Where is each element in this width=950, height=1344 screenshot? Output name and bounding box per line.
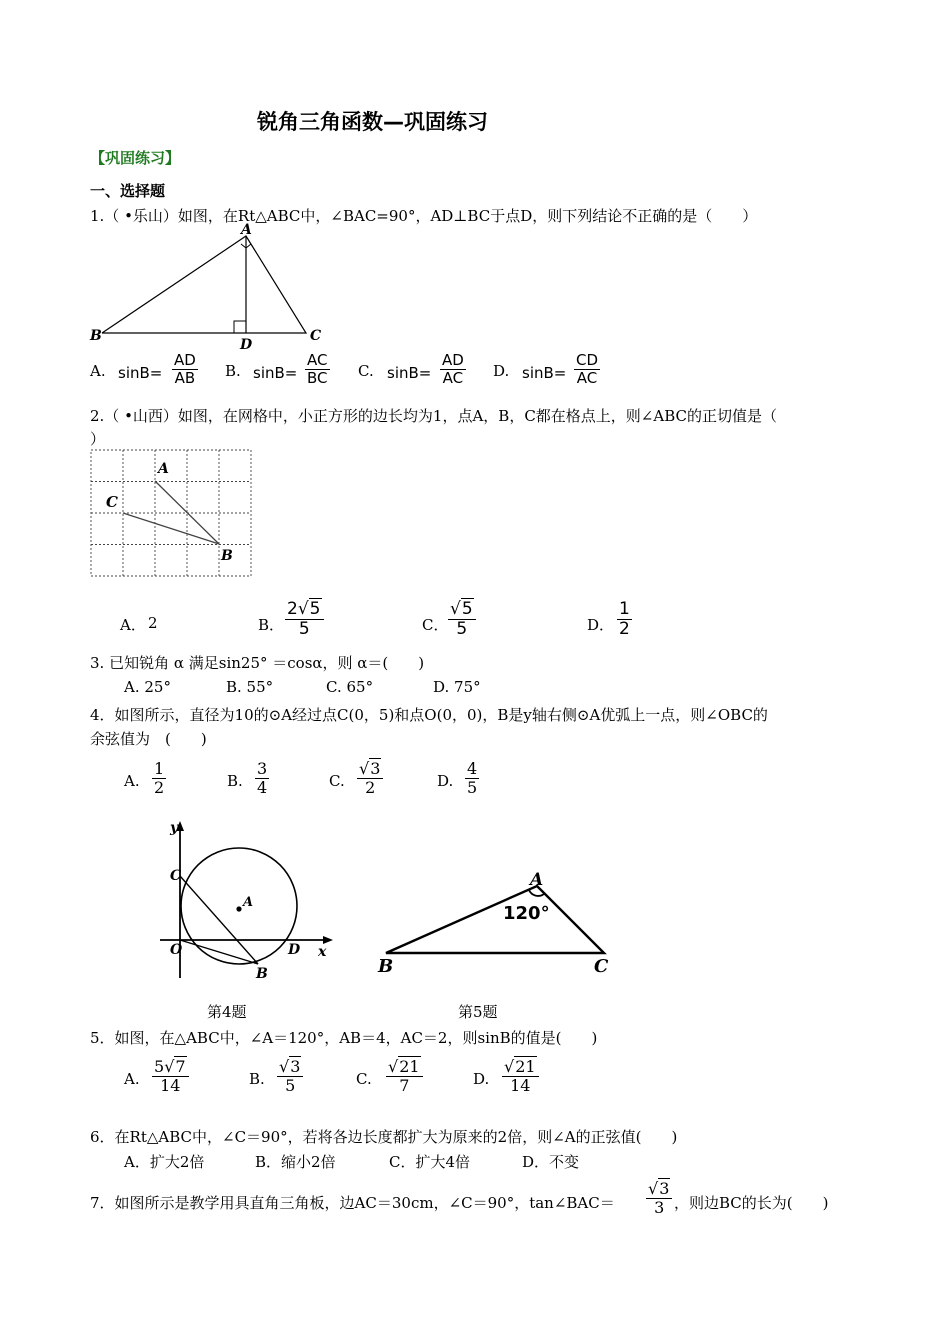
question-4-text-line1: 4．如图所示，直径为10的⊙A经过点C(0，5)和点O(0，0)，B是y轴右侧⊙A优弧上一点，则∠OBC的: [90, 706, 768, 724]
q6-option-c: C．扩大4倍: [389, 1153, 471, 1171]
q4-label-C: C: [170, 868, 182, 884]
q1-option-b-lhs: sinB=: [253, 364, 298, 382]
q6-option-a: A．扩大2倍: [124, 1153, 205, 1171]
q5-option-b-label: B.: [249, 1070, 265, 1088]
q4-option-b-label: B.: [227, 772, 243, 790]
q2-option-b-frac: $\frac{2√5}{5}$: [285, 600, 324, 638]
q1-option-d-lhs: sinB=: [522, 364, 567, 382]
q2-option-d-frac: $\frac{1}{2}$: [619, 599, 630, 639]
q4-label-A: A: [243, 895, 254, 910]
q3-option-d: D. 75°: [433, 678, 481, 696]
q5-caption: 第5题: [458, 1003, 498, 1021]
q7-tan-frac: $\frac{√3}{3}$: [646, 1180, 672, 1216]
q6-option-d: D．不变: [522, 1153, 580, 1171]
q5-option-d-frac: $\frac{√21}{14}$: [502, 1058, 539, 1094]
q1-label-D: D: [240, 337, 253, 352]
q3-options: [124, 678, 544, 698]
page-title: 锐角三角函数—巩固练习: [257, 110, 488, 134]
q2-label-A: A: [158, 461, 169, 477]
q2-grid-figure: [88, 447, 254, 579]
q2-option-c-frac: $\frac{√5}{5}$: [448, 600, 476, 638]
question-7-text-after: ，则边BC的长为( ): [674, 1194, 829, 1212]
q3-option-c: C. 65°: [326, 678, 374, 696]
q1-option-a-frac: $\frac{AD}{AB}$: [174, 351, 196, 387]
q5-label-C: C: [594, 956, 609, 977]
q4-caption: 第4题: [207, 1003, 247, 1021]
q4-options: [124, 760, 524, 812]
question-7: [90, 1180, 870, 1236]
q4-label-O: O: [170, 942, 183, 958]
q1-label-C: C: [310, 328, 322, 344]
q1-option-c-lhs: sinB=: [387, 364, 432, 382]
q3-option-b: B. 55°: [226, 678, 274, 696]
q5-triangle-figure: [372, 868, 622, 978]
q2-option-d-label: D．: [587, 616, 615, 634]
q1-option-a-lhs: sinB=: [118, 364, 163, 382]
q4-option-a-label: A.: [124, 772, 140, 790]
q5-option-a-label: A.: [124, 1070, 140, 1088]
q5-option-d-label: D.: [473, 1070, 490, 1088]
q4-option-b-frac: $\frac{3}{4}$: [257, 759, 268, 797]
question-7-text-before: 7．如图所示是教学用具直角三角板，边AC＝30cm，∠C＝90°，tan∠BAC＝: [90, 1194, 615, 1212]
question-2-text-line2: ）: [90, 430, 106, 448]
q2-label-C: C: [106, 493, 118, 511]
question-2-text-line1: 2.（ •山西）如图，在网格中，小正方形的边长均为1，点A，B，C都在格点上，则∠ABC的正切值是（: [90, 407, 777, 425]
q2-option-a-label: A．: [120, 616, 146, 634]
q4-option-d-label: D.: [437, 772, 454, 790]
question-5-text: 5．如图，在△ABC中，∠A＝120°，AB＝4，AC＝2，则sinB的值是( ): [90, 1029, 598, 1047]
q2-option-b-label: B．: [258, 616, 285, 634]
q1-option-d-label: D.: [493, 362, 510, 380]
q4-option-a-frac: $\frac{1}{2}$: [154, 759, 165, 797]
q4-option-c-frac: $\frac{√3}{2}$: [357, 760, 383, 796]
q1-option-c-label: C.: [358, 362, 374, 380]
q1-label-A: A: [241, 222, 252, 238]
q1-option-a-label: A.: [90, 362, 106, 380]
q5-option-c-label: C.: [356, 1070, 372, 1088]
q3-option-a: A. 25°: [124, 678, 171, 696]
q5-label-angle: 120°: [503, 903, 550, 924]
question-4-text-line2: 余弦值为 ( ): [90, 730, 207, 748]
q5-option-a-frac: $\frac{5√7}{14}$: [152, 1058, 189, 1094]
q1-option-c-frac: $\frac{AD}{AC}$: [442, 351, 464, 387]
q4-circle-figure: [150, 818, 340, 988]
question-1-text: 1.（ •乐山）如图，在Rt△ABC中，∠BAC=90°，AD⊥BC于点D，则下列结论不正确的是（ ）: [90, 207, 758, 225]
q5-options: [124, 1058, 554, 1112]
section-heading: 一、选择题: [90, 182, 166, 200]
q4-label-D: D: [288, 942, 301, 958]
q5-label-B: B: [378, 956, 394, 977]
q4-label-x: x: [318, 944, 327, 960]
q4-label-B: B: [256, 966, 268, 982]
q6-option-b: B．缩小2倍: [255, 1153, 336, 1171]
q4-option-d-frac: $\frac{4}{5}$: [467, 759, 478, 797]
q1-triangle-figure: [88, 222, 338, 352]
section-tag: 【巩固练习】: [90, 149, 181, 167]
q1-option-b-label: B.: [225, 362, 241, 380]
q1-option-b-frac: $\frac{AC}{BC}$: [307, 351, 328, 387]
q6-options: [124, 1151, 604, 1171]
q2-option-c-label: C．: [422, 616, 449, 634]
q1-label-B: B: [90, 328, 102, 344]
q4-label-y: y: [170, 820, 179, 836]
q4-option-c-label: C.: [329, 772, 345, 790]
q5-label-A: A: [530, 870, 544, 890]
question-6-text: 6．在Rt△ABC中，∠C＝90°，若将各边长度都扩大为原来的2倍，则∠A的正弦值( ): [90, 1128, 678, 1146]
q5-option-c-frac: $\frac{√21}{7}$: [386, 1058, 423, 1094]
q5-option-b-frac: $\frac{√3}{5}$: [277, 1058, 303, 1094]
q2-label-B: B: [221, 548, 233, 564]
q1-option-d-frac: $\frac{CD}{AC}$: [576, 351, 599, 387]
q2-options: [120, 600, 640, 648]
question-3-text: 3. 已知锐角 α 满足sin25° ＝cosα，则 α＝( ): [90, 654, 425, 672]
q2-option-a-value: 2: [148, 614, 158, 632]
